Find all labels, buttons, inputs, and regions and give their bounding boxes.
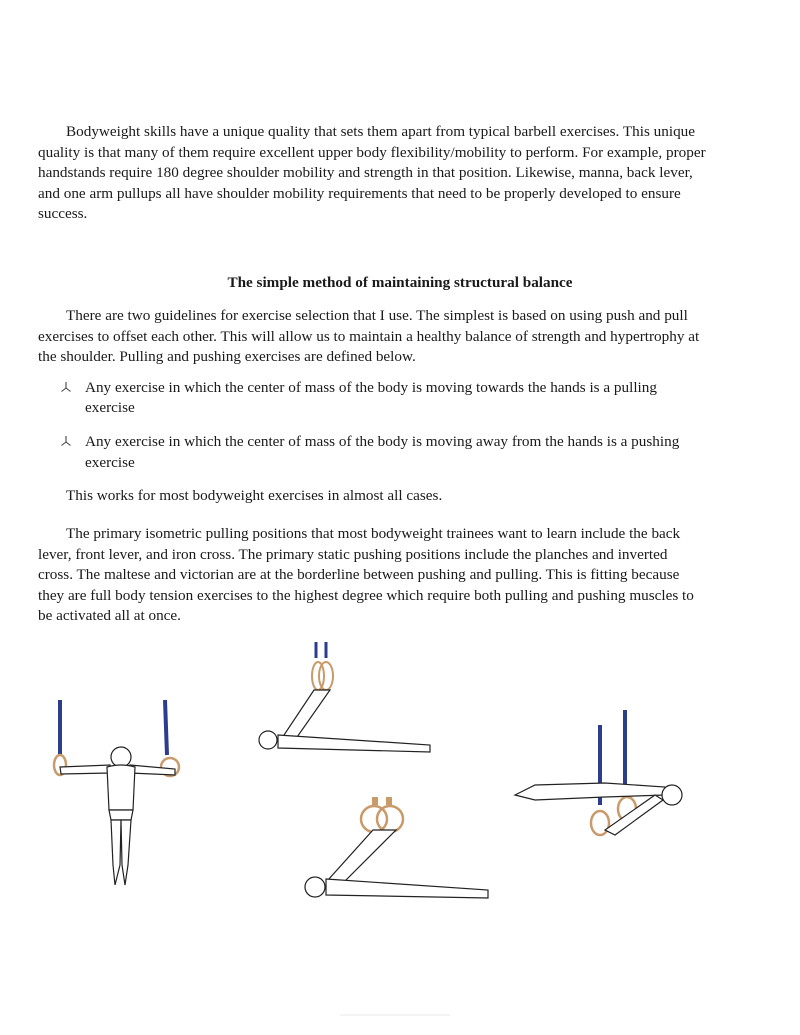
section-heading: The simple method of maintaining structural balance bbox=[227, 274, 573, 291]
list-item bbox=[38, 432, 706, 473]
definition-list bbox=[38, 378, 706, 473]
guidelines-section bbox=[38, 306, 706, 507]
positions-section bbox=[38, 524, 706, 627]
iron-cross-figure bbox=[45, 695, 195, 895]
summary-sentence: This works for most bodyweight exercises in almost all cases. bbox=[66, 487, 443, 505]
back-lever-figure bbox=[505, 705, 690, 850]
bullet-text: Any exercise in which the center of mass of the body is moving towards the hands is a pulling exercise bbox=[85, 378, 657, 417]
bullet-text: Any exercise in which the center of mass of the body is moving away from the hands is a pushing exercise bbox=[85, 432, 680, 471]
illustrations bbox=[0, 630, 800, 920]
guidelines-paragraph: There are two guidelines for exercise selection that I use. The simplest is based on using push and pull exercises to offset each other. This will allow us to maintain a healthy balance of strength and hypertrophy at the shoulder. Pulling and pushing exercises are defined below. bbox=[38, 307, 700, 366]
list-item bbox=[38, 378, 706, 419]
arrowhead-bullet-icon bbox=[60, 435, 72, 447]
low-front-lever-figure bbox=[298, 795, 493, 905]
page-footer-mark bbox=[340, 1014, 450, 1016]
intro-section bbox=[38, 122, 706, 225]
intro-paragraph: Bodyweight skills have a unique quality that sets them apart from typical barbell exercises. This unique quality is that many of them require excellent upper body flexibility/mobility to perform. For example, proper handstands require 180 degree shoulder mobility and strength in that position. Likewise, manna, back lever, and one arm pullups all have shoulder mobility requirements that need to be properly developed to ensure success. bbox=[38, 123, 706, 223]
positions-paragraph: The primary isometric pulling positions that most bodyweight trainees want to learn include the back lever, front lever, and iron cross. The primary static pushing positions include the planches and inverted cross. The maltese and victorian are at the borderline between pushing and pulling. This is fitting because they are full body tension exercises to the highest degree which require both pulling and pushing muscles to be activated all at once. bbox=[38, 525, 694, 625]
front-lever-figure bbox=[250, 640, 440, 760]
arrowhead-bullet-icon bbox=[60, 381, 72, 393]
